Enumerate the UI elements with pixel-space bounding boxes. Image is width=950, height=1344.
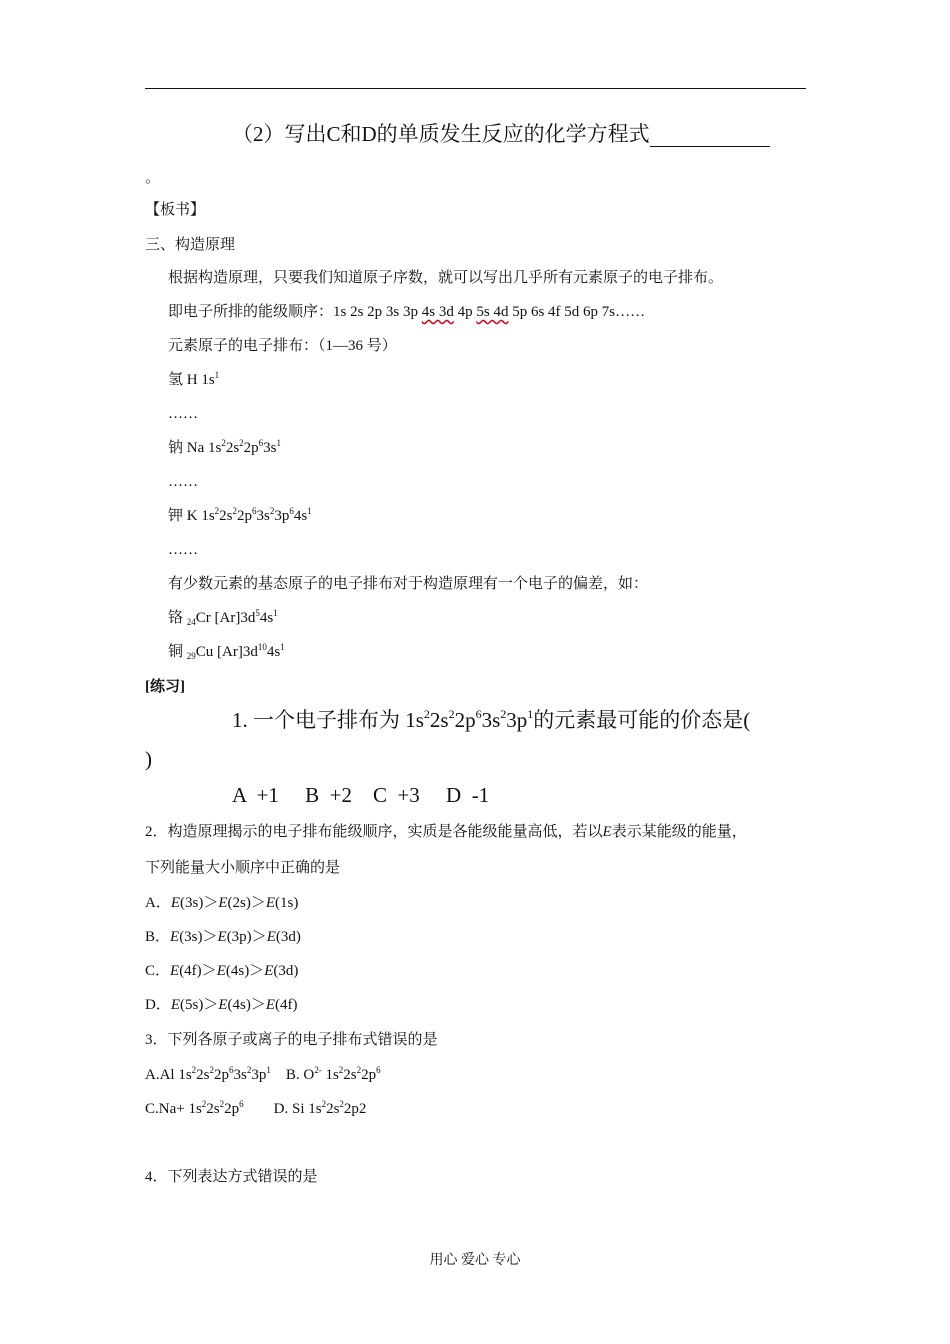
q1-prefix: 1. 一个电子排布为 1s [232,708,424,732]
q1-close-paren: ) [145,747,152,771]
hydrogen-config: 氢 H $1s^1$ [168,370,220,388]
order-underlined-2: 5s 4d [476,304,509,320]
copper-symbol: Cu [Ar]3d [195,644,258,660]
order-suffix: 5p 6s 4f 5d 6p 7s…… [508,304,646,320]
chromium-name: 铬 [168,610,187,626]
q3-option-c: C.Na+ 1s [145,1101,202,1117]
period-mark: 。 [145,170,161,186]
answer-blank [650,124,770,147]
hydrogen-label: 氢 H 1s [168,372,215,388]
exercise-q2-line1 [145,822,747,842]
ellipsis-1: …… [168,406,198,422]
exercise-q4: 4．下列表达方式错误的是 [145,1169,318,1185]
q3-options-ab: A.Al $1s^22s^22p^63s^23p^1$ B. $O^{2-}$ $1s^22s^22p^6$ [145,1065,381,1083]
q2-option-b: B．E(3s)＞E(3p)＞E(3d) [145,929,301,945]
config-title: 元素原子的电子排布：（1—36 号） [168,338,397,354]
header-rule [145,88,806,89]
q1-suffix: 的元素最可能的价态是( [533,708,751,732]
order-underlined-1: 4s 3d [421,304,454,320]
sodium-label: 钠 Na 1s [168,440,222,456]
ellipsis-3: …… [168,542,198,558]
section-heading: 三、构造原理 [145,237,236,253]
oxide-charge: 2- [314,1065,322,1075]
q2-option-a: A．E(3s)＞E(2s)＞E(1s) [145,895,299,911]
exercise-q1: 1. 一个电子排布为 $1s^22s^22p^63s^23p^1$的元素最可能的价态是( [232,707,751,732]
exercise-label: [练习] [145,679,185,695]
sodium-config: 钠 Na $1s^22s^22p^63s^1$ [168,438,282,456]
exercise-q2-line2: 下列能量大小顺序中正确的是 [145,860,341,876]
energy-level-order [168,302,645,322]
q2-option-c: C．E(4f)＞E(4s)＞E(3d) [145,963,299,979]
potassium-label: 钾 K 1s [168,508,215,524]
order-prefix: 即电子所排的能级顺序：1s 2s 2p 3s 3p [168,304,422,320]
q1-options: A +1 B +2 C +3 D -1 [232,783,490,807]
chromium-config: 铬 $_{24}$Cr $[Ar]3d^54s^1$ [168,608,278,627]
exercise-q3: 3．下列各原子或离子的电子排布式错误的是 [145,1032,438,1048]
q3-option-b: B. O [285,1067,315,1083]
q2-text-b: 表示某能级的能量， [611,824,747,840]
copper-config: 铜 $_{29}$Cu $[Ar]3d^{10}4s^1$ [168,642,285,661]
q2-text-a: 2．构造原理揭示的电子排布能级顺序，实质是各能级能量高低，若以 [145,824,603,840]
q3-options-cd: $C.Na+ 1s^22s^22p^6$ D. Si $1s^22s^22p2$ [145,1099,367,1117]
deviation-note: 有少数元素的基态原子的电子排布对于构造原理有一个电子的偏差，如： [168,576,649,592]
copper-name: 铜 [168,644,187,660]
page-footer: 用心 爱心 专心 [429,1253,521,1268]
q3-option-a: A.Al 1s [145,1067,192,1083]
chromium-symbol: Cr [Ar]3d [195,610,256,626]
intro-text: 根据构造原理，只要我们知道原子序数，就可以写出几乎所有元素原子的电子排布。 [168,270,724,286]
q2-option-d: D．E(5s)＞E(4s)＞E(4f) [145,997,298,1013]
q3-option-d: D. Si 1s [273,1101,322,1117]
question-2-line [232,120,770,148]
potassium-config: 钾 K $1s^22s^22p^63s^23p^64s^1$ [168,506,312,524]
board-label: 【板书】 [145,202,206,218]
ellipsis-2: …… [168,474,198,490]
q2-energy-symbol: E [602,824,612,840]
question-2-text: （2）写出C和D的单质发生反应的化学方程式 [232,122,650,146]
order-middle: 4p [453,304,477,320]
